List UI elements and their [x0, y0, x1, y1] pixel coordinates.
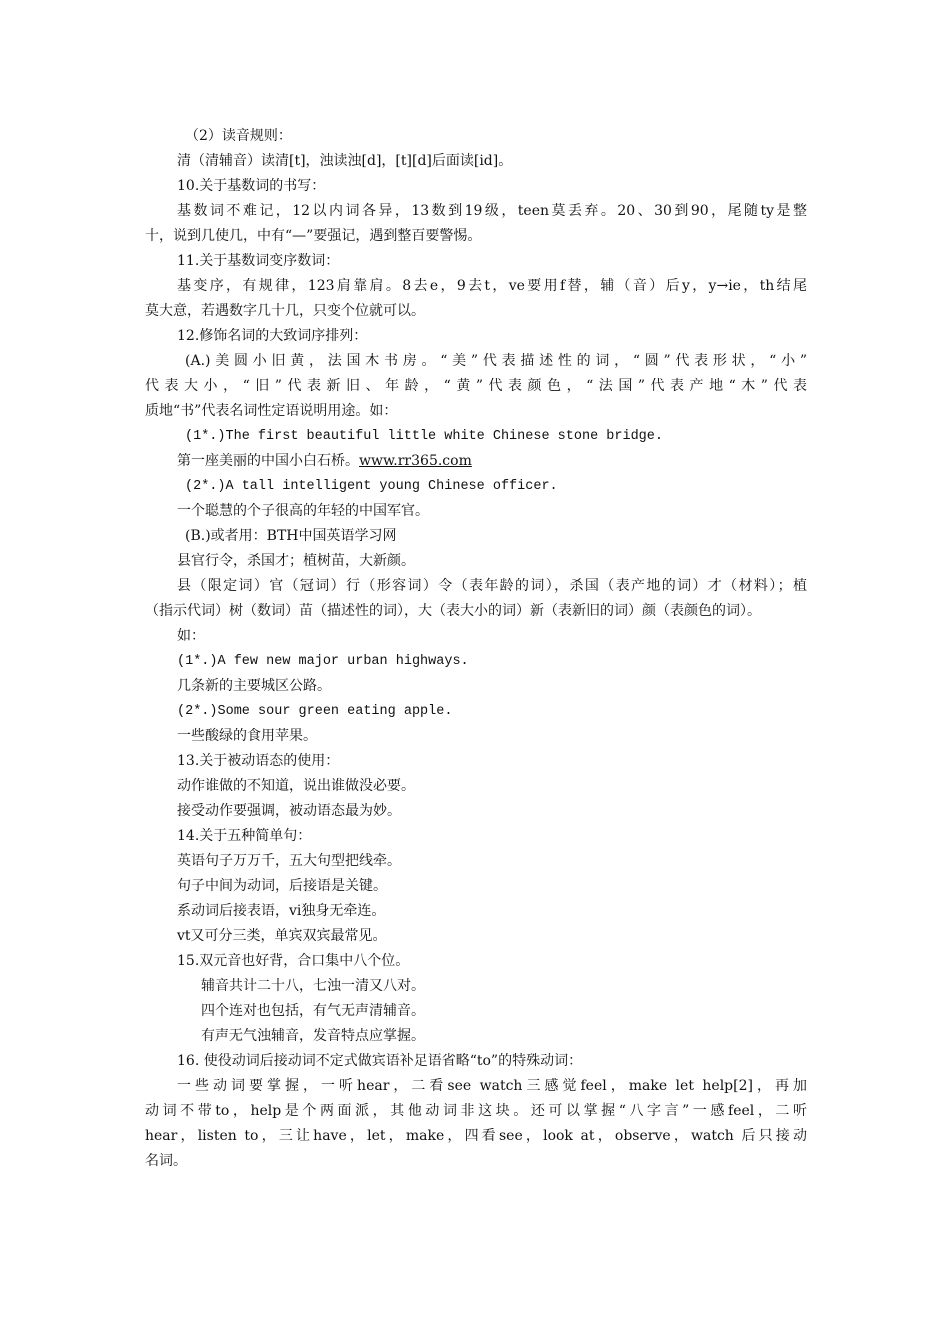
text-line: 几条新的主要城区公路。 — [177, 678, 331, 694]
text-line: 莫大意，若遇数字几十几，只变个位就可以。 — [145, 303, 425, 319]
text-line: 一个聪慧的个子很高的年轻的中国军官。 — [177, 503, 429, 519]
section-heading: 14.关于五种简单句： — [177, 828, 312, 844]
website-link[interactable]: www.rr365.com — [359, 453, 472, 469]
text-line: 代表大小，“旧”代表新旧、年龄，“黄”代表颜色，“法国”代表产地“木”代表 — [145, 378, 807, 394]
text-line: hear，listen to，三让have，let，make，四看see，look at，observe，watch 后只接动 — [145, 1128, 807, 1144]
text-line: 辅音共计二十八，七浊一清又八对。 — [201, 978, 425, 994]
example-sentence: (1*.)The first beautiful little white Chinese stone bridge. — [185, 429, 663, 444]
text-line: 县（限定词）官（冠词）行（形容词）令（表年龄的词），杀国（表产地的词）才（材料）；植 — [177, 578, 807, 594]
example-sentence: (2*.)Some sour green eating apple. — [177, 704, 453, 719]
text-line: 一些动词要掌握，一听hear，二看see watch三感觉feel，make let help[2]，再加 — [177, 1078, 807, 1094]
text-line — [145, 449, 807, 474]
text-line: 英语句子万万千，五大句型把线牵。 — [177, 853, 401, 869]
text-line: 有声无气浊辅音，发音特点应掌握。 — [201, 1028, 425, 1044]
text-line: （指示代词）树（数词）苗（描述性的词），大（表大小的词）新（表新旧的词）颜（表颜色的词）。 — [145, 603, 761, 619]
text-line: (B.)或者用：BTH中国英语学习网 — [185, 528, 397, 544]
section-heading: 16. 使役动词后接动词不定式做宾语补足语省略“to”的特殊动词： — [177, 1053, 583, 1069]
text-line: 十，说到几使几，中有“—”要强记，遇到整百要警惕。 — [145, 228, 482, 244]
text-line: 句子中间为动词，后接语是关键。 — [177, 878, 387, 894]
text-line: 四个连对也包括，有气无声清辅音。 — [201, 1003, 425, 1019]
text-line: 基变序，有规律，123肩靠肩。8去e，9去t，ve要用f替，辅（音）后y，y→ie，th结尾 — [177, 278, 807, 294]
text-line: 县官行令，杀国才；植树苗，大新颜。 — [177, 553, 415, 569]
text-line: 一些酸绿的食用苹果。 — [177, 728, 317, 744]
text-line: 基数词不难记，12以内词各异，13数到19级，teen莫丢弃。20、30到90，尾随ty是整 — [177, 203, 807, 219]
text-line: 清（清辅音）读清[t]，浊读浊[d]，[t][d]后面读[id]。 — [177, 153, 513, 169]
text-line: (A.)美圆小旧黄，法国木书房。“美”代表描述性的词，“圆”代表形状，“小” — [185, 353, 807, 369]
text-line: 如： — [177, 628, 205, 644]
section-heading: 11.关于基数词变序数词： — [177, 253, 340, 269]
section-heading: 12.修饰名词的大致词序排列： — [177, 328, 368, 344]
section-heading: 10.关于基数词的书写： — [177, 178, 326, 194]
section-heading: 13.关于被动语态的使用： — [177, 753, 340, 769]
text-line: 动词不带to，help是个两面派，其他动词非这块。还可以掌握“八字言”一感feel，二听 — [145, 1103, 807, 1119]
text-line: （2）读音规则： — [185, 128, 292, 144]
text-line: 接受动作要强调，被动语态最为妙。 — [177, 803, 401, 819]
section-heading: 15.双元音也好背，合口集中八个位。 — [177, 953, 410, 969]
text-line: 系动词后接表语，vi独身无牵连。 — [177, 903, 386, 919]
text-line: 质地“书”代表名词性定语说明用途。如： — [145, 403, 398, 419]
document-page — [145, 124, 807, 1174]
example-sentence: (2*.)A tall intelligent young Chinese officer. — [185, 479, 558, 494]
text-line: 动作谁做的不知道，说出谁做没必要。 — [177, 778, 415, 794]
example-sentence: (1*.)A few new major urban highways. — [177, 654, 469, 669]
text-line: vt又可分三类，单宾双宾最常见。 — [177, 928, 387, 944]
translation-text: 第一座美丽的中国小白石桥。 — [177, 453, 359, 469]
text-line: 名词。 — [145, 1153, 187, 1169]
